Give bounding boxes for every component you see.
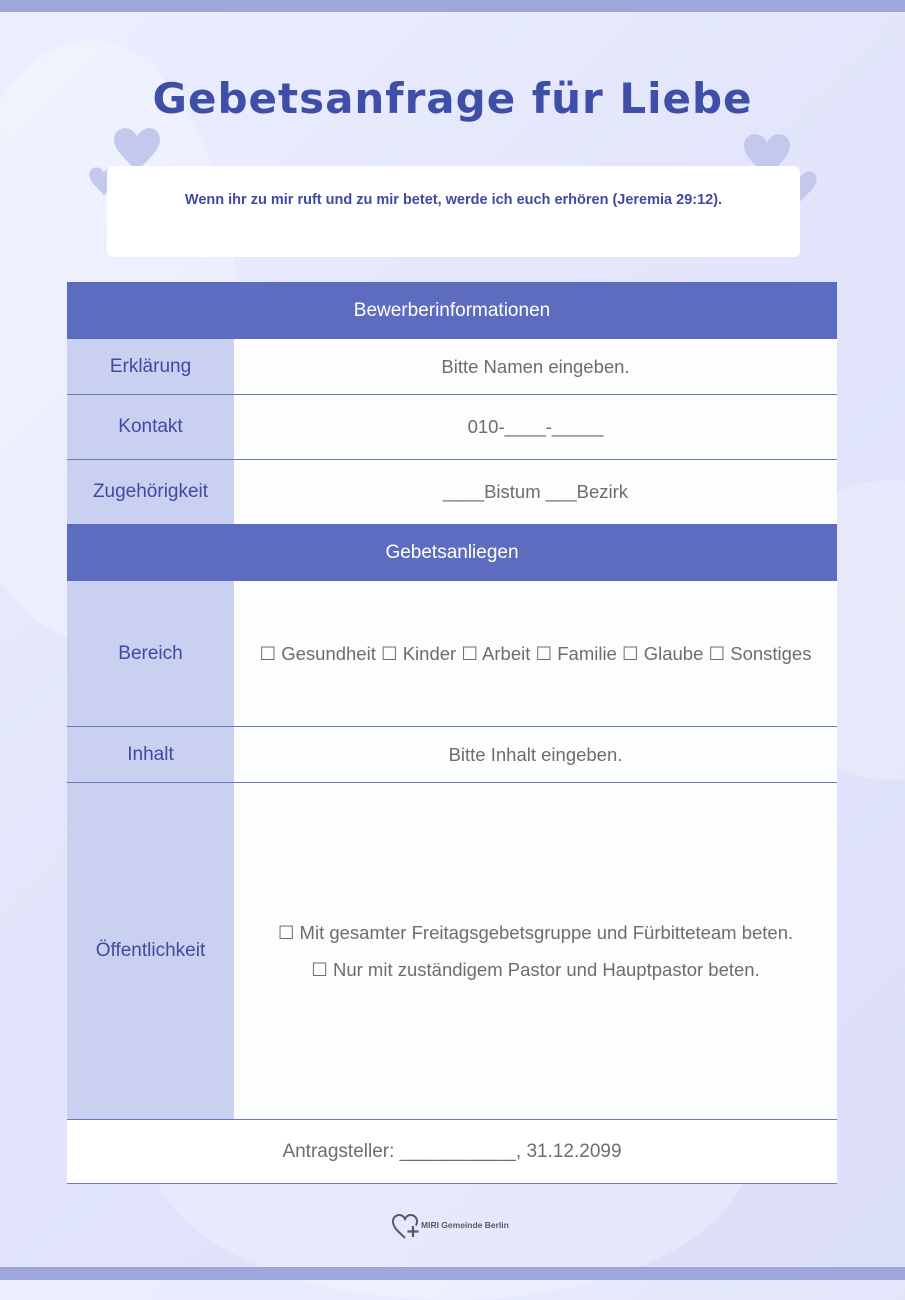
form-row-declaration [67,339,837,395]
contact-field[interactable]: 010-____-_____ [234,395,837,459]
area-checkbox-group[interactable]: ☐ Gesundheit ☐ Kinder ☐ Arbeit ☐ Familie ☐ Glaube ☐ Sonstiges [234,581,837,726]
field-label: Kontakt [67,395,234,459]
section-heading-applicant: Bewerberinformationen [67,282,837,339]
church-logo [391,1213,509,1241]
logo-text: MIRI Gemeinde Berlin [421,1220,509,1230]
form-row-publicity [67,783,837,1119]
field-label: Zugehörigkeit [67,460,234,524]
field-label: Erklärung [67,339,234,394]
heart-plus-icon [391,1213,425,1241]
field-label: Inhalt [67,727,234,782]
field-label: Öffentlichkeit [67,783,234,1119]
section-heading-prayer: Gebetsanliegen [67,524,837,581]
affiliation-field[interactable]: ____Bistum ___Bezirk [234,460,837,524]
prayer-request-form [67,282,837,1184]
page-title: Gebetsanfrage für Liebe [152,74,753,123]
signature-line[interactable]: Antragsteller: ___________, 31.12.2099 [67,1119,837,1184]
publicity-checkbox-group [234,783,837,1119]
form-row-contact [67,395,837,460]
bottom-bar [0,1267,905,1280]
top-bar [0,0,905,12]
field-label: Bereich [67,581,234,726]
content-field[interactable]: Bitte Inhalt eingeben. [234,727,837,782]
form-row-affiliation [67,460,837,524]
bible-verse: Wenn ihr zu mir ruft und zu mir betet, werde ich euch erhören (Jeremia 29:12). [184,192,723,208]
name-field[interactable]: Bitte Namen eingeben. [234,339,837,394]
verse-box [107,166,800,257]
form-row-area [67,581,837,727]
publicity-option-group[interactable]: ☐ Mit gesamter Freitagsgebetsgruppe und Fürbitteteam beten. [277,922,794,943]
publicity-option-pastor[interactable]: ☐ Nur mit zuständigem Pastor und Hauptpastor beten. [311,959,760,980]
form-row-content [67,727,837,783]
